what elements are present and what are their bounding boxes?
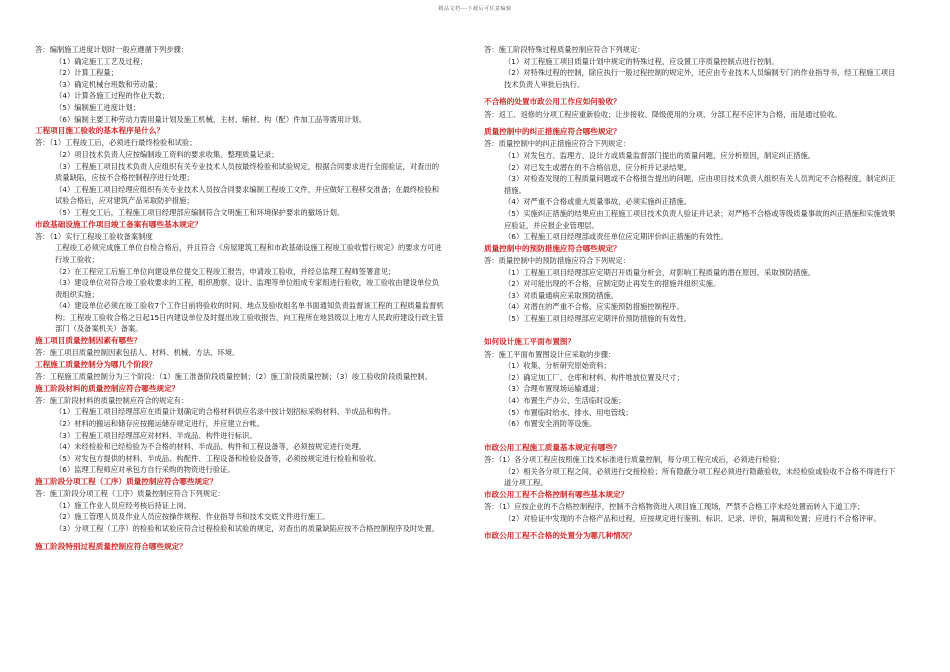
answer-item: （4）建设单位必须在竣工验收7个工作日前将验收的时间、地点及验收组名单书面通知负责监督该工程的工程质量监督机构；工程竣工验收合格之日起15日内建设单位及时提出竣工验收报告，向工程所在地县级以上地方人民政府建设行政主管部门（及备案机关）备案。 <box>55 301 444 334</box>
section-heading: 市政基础设施工作项目竣工备案有哪些基本规定？ <box>35 219 203 229</box>
answer-item: （5）对发包方提供的材料、半成品、构配件、工程设备和检验设备等，必须按规定进行检验和验收。 <box>55 453 381 463</box>
answer-item: （3）确定机械台班数和劳动量； <box>55 79 162 89</box>
answer-item: （1）收集、分析研究原始资料； <box>504 361 611 371</box>
section-heading: 市政公用工程施工质量基本规定有哪些？ <box>484 442 621 452</box>
answer-text: 答：工程施工质量控制分为三个阶段：（1）施工准备阶段质量控制；（2）施工阶段质量控制；（3）竣工验收阶段质量控制。 <box>35 372 433 382</box>
right-column <box>484 44 897 542</box>
answer-item: （6）编制主要工种劳动力需用量计划及施工机械、主材、辅材、构（配）件加工品等需用计划。 <box>55 114 367 124</box>
answer-text: 答：（1）工程竣工后，必须进行最终检验和试验； <box>35 138 197 148</box>
answer-text: 答：（1）各分项工程应按照施工技术标准进行质量控制，每分项工程完成后，必须进行检验； <box>484 455 785 465</box>
answer-item: （5）实施纠正措施的结果应由工程施工项目技术负责人验证并记录；对严格不合格或等级质量事故的纠正措施和实施效果应验证，并应报企业管理层。 <box>504 208 896 230</box>
page-header: 精品文档---下载后可任意编辑 <box>438 6 512 12</box>
answer-item: 工程竣工必须完成施工单位自检合格后，并且符合《房屋建筑工程和市政基础设施工程竣工验收暂行规定》的要求方可进行竣工验收； <box>55 243 442 264</box>
answer-item: （1）工程施工项目经理部应在质量计划确定的合格材料供应名录中按计划招标采购材料、半成品和构件。 <box>55 407 396 417</box>
answer-item: （5）布置临时给水、排水、用电管线； <box>504 407 633 417</box>
answer-item: （5）编制施工进度计划； <box>55 102 140 112</box>
section-heading: 施工阶段材料的质量控制应符合哪些规定？ <box>35 383 180 393</box>
answer-item: （1）施工作业人员应经考核后持证上岗。 <box>55 500 191 510</box>
spacer <box>484 430 897 442</box>
answer-item: （6）布置安全消防等设施。 <box>504 419 597 429</box>
answer-item: （2）对特殊过程的控制，除应执行一般过程控制的规定外，还应由专业技术人员编制专门的作业指导书，经工程施工项目技术负责人审批后执行。 <box>504 68 896 89</box>
answer-item: （2）确定加工厂、仓库和材料、构件堆放位置及尺寸； <box>504 372 684 382</box>
answer-text: 答：施工阶段材料的质量控制应符合的规定有： <box>35 395 189 405</box>
answer-text: 答：（1）实行工程竣工验收备案制度 <box>35 231 153 241</box>
answer-item: （4）工程施工项目经理应组织有关专业技术人员按合同要求编制工程竣工文件，并应做好工程移交准备；在最终检验和试验合格后，应对建筑产品采取防护措施； <box>55 184 440 206</box>
answer-item: （1）对发包方、监理方、设计方或质量监督部门提出的质量问题，应分析原因，制定纠正措施。 <box>504 150 816 160</box>
answer-text: 答：质量控制中的纠正措施应符合下列规定： <box>484 139 630 149</box>
left-column <box>35 44 445 553</box>
answer-item: （1）确定施工工艺及过程； <box>55 56 148 66</box>
section-heading: 施工项目质量控制因素有哪些？ <box>35 336 142 346</box>
answer-text: 答：编制施工进度计划时一般应遵循下列步骤： <box>35 45 189 54</box>
answer-item: （4）未经检验和已经检验为不合格的材料、半成品、构件和工程设备等，必须按规定进行处理。 <box>55 442 367 452</box>
answer-text: 答：施工平面布置图设计应采取的步骤： <box>484 349 616 359</box>
answer-item: （2）对验证中发现的不合格产品和过程，应按规定进行鉴别、标识、记录、评价，隔离和处置；应进行不合格评审。 <box>504 513 881 523</box>
answer-item: （2）相关各分项工程之间，必须进行交接检验；所有隐蔽分项工程必须进行隐蔽验收，未经检验或验收不合格不得进行下道分项工程。 <box>504 466 896 488</box>
answer-text: 答：施工阶段分项工程（工序）质量控制应符合下列规定： <box>35 489 225 499</box>
answer-item: （4）计算各施工过程的作业天数； <box>55 91 170 101</box>
answer-item: （5）工程交工后，工程施工项目经理部应编制符合文明施工和环境保护要求的撤场计划。 <box>55 207 345 217</box>
answer-item: （1）工程施工项目经理部应定期召开质量分析会，对影响工程质量的潜在原因，采取预防措施。 <box>504 267 816 277</box>
answer-text: 答：返工、返修的分项工程应重新验收；让步接收、降级使用的分项、分部工程不应评为合格，而是通过验收。 <box>484 109 842 119</box>
section-heading: 工程项目施工验收的基本程序是什么？ <box>35 126 165 136</box>
answer-item: （6）监理工程师应对承包方自行采购的物资进行验证。 <box>55 465 235 475</box>
section-heading: 如何设计施工平面布置图？ <box>484 337 576 347</box>
spacer <box>484 324 897 336</box>
section-heading: 质量控制中的纠正措施应符合哪些规定？ <box>484 127 621 137</box>
section-heading: 不合格的处置市政公用工作应如何验收？ <box>484 97 621 107</box>
answer-item: （2）在工程完工后施工单位向建设单位提交工程竣工报告，申请竣工验收，并经总监理工程师签署意见； <box>55 266 396 276</box>
section-heading: 市政公用工程不合格控制有哪些基本规定？ <box>484 489 629 499</box>
section-heading: 市政公用工程不合格的处置分为哪几种情况？ <box>484 531 636 541</box>
answer-item: （2）对可能出现的不合格，应制定防止再发生的措施并组织实施。 <box>504 279 721 289</box>
section-heading: 工程施工质量控制分为哪几个阶段？ <box>35 359 157 369</box>
answer-item: （3）工程施工项目技术负责人应组织有关专业技术人员按最终检验和试验规定，根据合同要求进行全面验证，对查出的质量缺陷，应按不合格控制程序进行处理； <box>55 161 440 183</box>
answer-item: （3）建设单位对符合竣工验收要求的工程，组织勘察、设计、监理等单位组成专家组进行验收，竣工验收由建设单位负责组织实施； <box>55 278 440 299</box>
answer-item: （2）项目技术负责人应按编制竣工资料的要求收集、整理质量记录； <box>55 149 279 159</box>
section-heading: 施工阶段特别过程质量控制应符合哪些规定？ <box>35 541 187 551</box>
answer-item: （3）对质量通病应采取预防措施。 <box>504 290 619 300</box>
answer-item: （4）布置生产办公、生活临时设施； <box>504 396 626 406</box>
answer-item: （2）施工管理人员及作业人员应按操作规程、作业指导书和技术交底文件进行施工。 <box>55 512 330 522</box>
answer-item: （3）工程施工项目经理部应对材料、半成品、构件进行标识。 <box>55 430 257 440</box>
answer-item: （1）对工程施工项目质量计划中规定的特殊过程，应设置工序质量控制点进行控制。 <box>504 56 779 66</box>
answer-item: （3）合理布置现场运输通道； <box>504 384 604 394</box>
answer-item: （5）工程施工项目经理部应定期评价预防措施的有效性。 <box>504 313 692 323</box>
answer-text: 答：质量控制中的预防措施应符合下列规定： <box>484 255 630 265</box>
answer-item: （2）材料的搬运和储存应按搬运储存规定进行，并应建立台帐。 <box>55 419 264 429</box>
section-heading: 质量控制中的预防措施应符合哪些规定？ <box>484 243 621 253</box>
answer-item: （3）对检查发现的工程质量问题或不合格报告提出的问题，应由项目技术负责人组织有关人员判定不合格程度，制定纠正措施。 <box>504 174 896 195</box>
answer-item: （2）对已发生或潜在的不合格信息，应分析并记录结果。 <box>504 162 692 172</box>
answer-item: （2）计算工程量； <box>55 68 119 78</box>
answer-item: （6）工程施工项目经理部或责任单位应定期评价纠正措施的有效性。 <box>504 232 728 242</box>
answer-item: （4）对潜在的严重不合格，应实施预防措施控制程序。 <box>504 302 684 312</box>
answer-text: 答：（1）应按企业的不合格控制程序，控制不合格物资进入项目施工现场，严禁不合格工序未经处置而转入下道工序； <box>484 502 865 512</box>
section-heading: 施工阶段分项工程（工序）质量控制应符合哪些规定？ <box>35 477 218 487</box>
answer-item: （3）分项工程（工序）的检验和试验应符合过程检验和试验的规定，对查出的质量缺陷应按不合格控制程序及时处置。 <box>55 524 440 533</box>
answer-text: 答：施工项目质量控制因素包括人、材料、机械、方法、环境。 <box>35 348 240 358</box>
answer-item: （4）对严重不合格或重大质量事故，必须实施纠正措施。 <box>504 197 692 207</box>
answer-text: 答：施工阶段特殊过程质量控制应符合下列规定： <box>484 45 645 54</box>
